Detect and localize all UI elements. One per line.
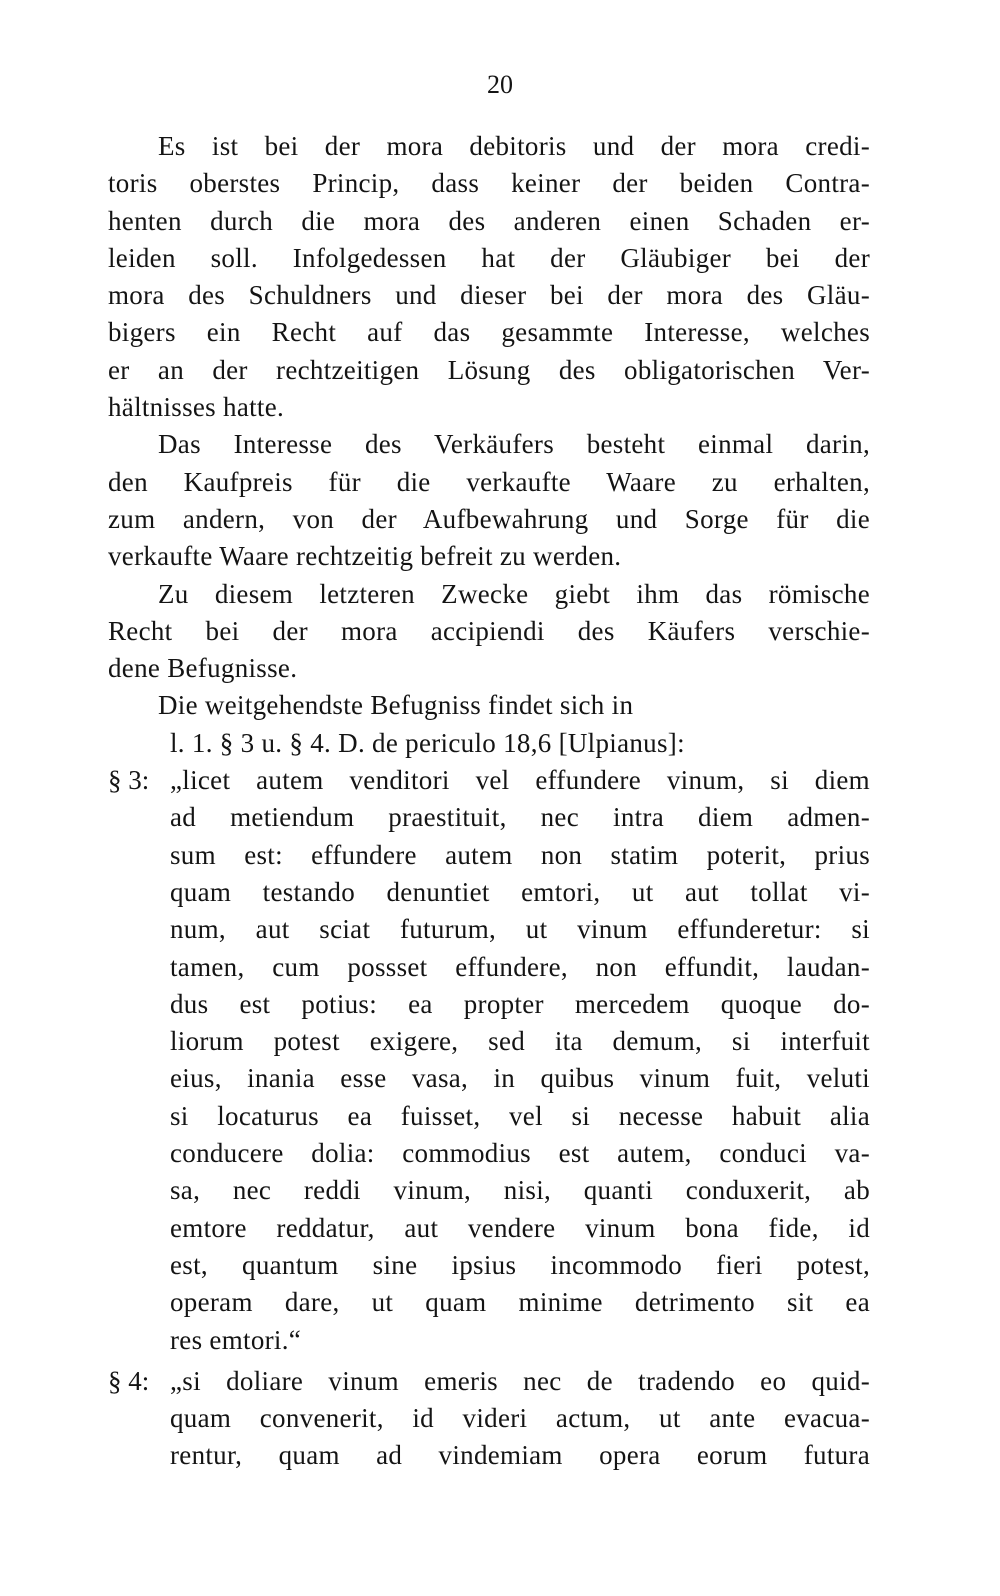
quote-line: est, quantum sine ipsius incommodo fieri potest, [170, 1249, 870, 1280]
quote-line: liorum potest exigere, sed ita demum, si interfuit [170, 1026, 870, 1057]
quote-line: dus est potius: ea propter mercedem quoque do- [170, 988, 870, 1019]
quote-line: num, aut sciat futurum, ut vinum effunderetur: si [170, 914, 870, 945]
text-line: mora des Schuldners und dieser bei der mora des Gläu- [108, 280, 870, 311]
section-label: § 4: [108, 1365, 150, 1396]
quote-line: „licet autem venditori vel effundere vinum, si diem [170, 765, 870, 796]
quote-line: operam dare, ut quam minime detrimento sit ea [170, 1287, 870, 1318]
text-line: Das Interesse des Verkäufers besteht einmal darin, [158, 429, 870, 460]
quote-line: quam testando denuntiet emtori, ut aut tollat vi- [170, 876, 870, 907]
quote-line: res emtori.“ [170, 1324, 302, 1355]
body-text [108, 128, 870, 1475]
citation [108, 725, 870, 762]
text-line: leiden soll. Infolgedessen hat der Gläubiger bei der [108, 242, 870, 273]
quote-line: tamen, cum possset effundere, non effundit, laudan- [170, 951, 870, 982]
section-3 [108, 762, 870, 1359]
quote-line: conducere dolia: commodius est autem, conduci va- [170, 1138, 870, 1169]
quote-line: sum est: effundere autem non statim poterit, prius [170, 839, 870, 870]
paragraph-3 [108, 576, 870, 688]
text-line: den Kaufpreis für die verkaufte Waare zu erhalten, [108, 466, 870, 497]
paragraph-1 [108, 128, 870, 426]
text-line: dene Befugnisse. [108, 653, 298, 684]
text-line: verkaufte Waare rechtzeitig befreit zu werden. [108, 541, 622, 572]
quote-line: si locaturus ea fuisset, vel si necesse habuit alia [170, 1100, 870, 1131]
quote-line: rentur, quam ad vindemiam opera eorum futura [170, 1440, 870, 1471]
quote-line: eius, inania esse vasa, in quibus vinum fuit, veluti [170, 1063, 870, 1094]
section-quote [170, 1363, 870, 1475]
quote-line: sa, nec reddi vinum, nisi, quanti conduxerit, ab [170, 1175, 870, 1206]
text-line: zum andern, von der Aufbewahrung und Sorge für die [108, 503, 870, 534]
text-line: Es ist bei der mora debitoris und der mora credi- [158, 131, 870, 161]
text-line: henten durch die mora des anderen einen Schaden er- [108, 205, 870, 236]
text-line: hältnisses hatte. [108, 392, 285, 423]
text-line: toris oberstes Princip, dass keiner der beiden Contra- [108, 168, 870, 199]
section-4 [108, 1363, 870, 1475]
text-line: Zu diesem letzteren Zwecke giebt ihm das römische [158, 578, 870, 609]
paragraph-2 [108, 426, 870, 575]
quote-line: „si doliare vinum emeris nec de tradendo eo quid- [170, 1365, 870, 1396]
text-line: Die weitgehendste Befugniss findet sich in [158, 690, 634, 721]
quote-line: quam convenerit, id videri actum, ut ante evacua- [170, 1403, 870, 1434]
text-line: er an der rechtzeitigen Lösung des obligatorischen Ver- [108, 354, 870, 385]
quote-line: emtore reddatur, aut vendere vinum bona fide, id [170, 1212, 870, 1243]
paragraph-4 [108, 687, 870, 724]
page-number: 20 [487, 70, 513, 99]
text-line: bigers ein Recht auf das gesammte Interesse, welches [108, 317, 870, 348]
section-quote [170, 762, 870, 1359]
text-line: Recht bei der mora accipiendi des Käufers verschie- [108, 615, 870, 646]
section-label: § 3: [108, 765, 150, 796]
quote-line: ad metiendum praestituit, nec intra diem admen- [170, 802, 870, 833]
citation-line: l. 1. § 3 u. § 4. D. de periculo 18,6 [Ulpianus]: [170, 727, 685, 758]
